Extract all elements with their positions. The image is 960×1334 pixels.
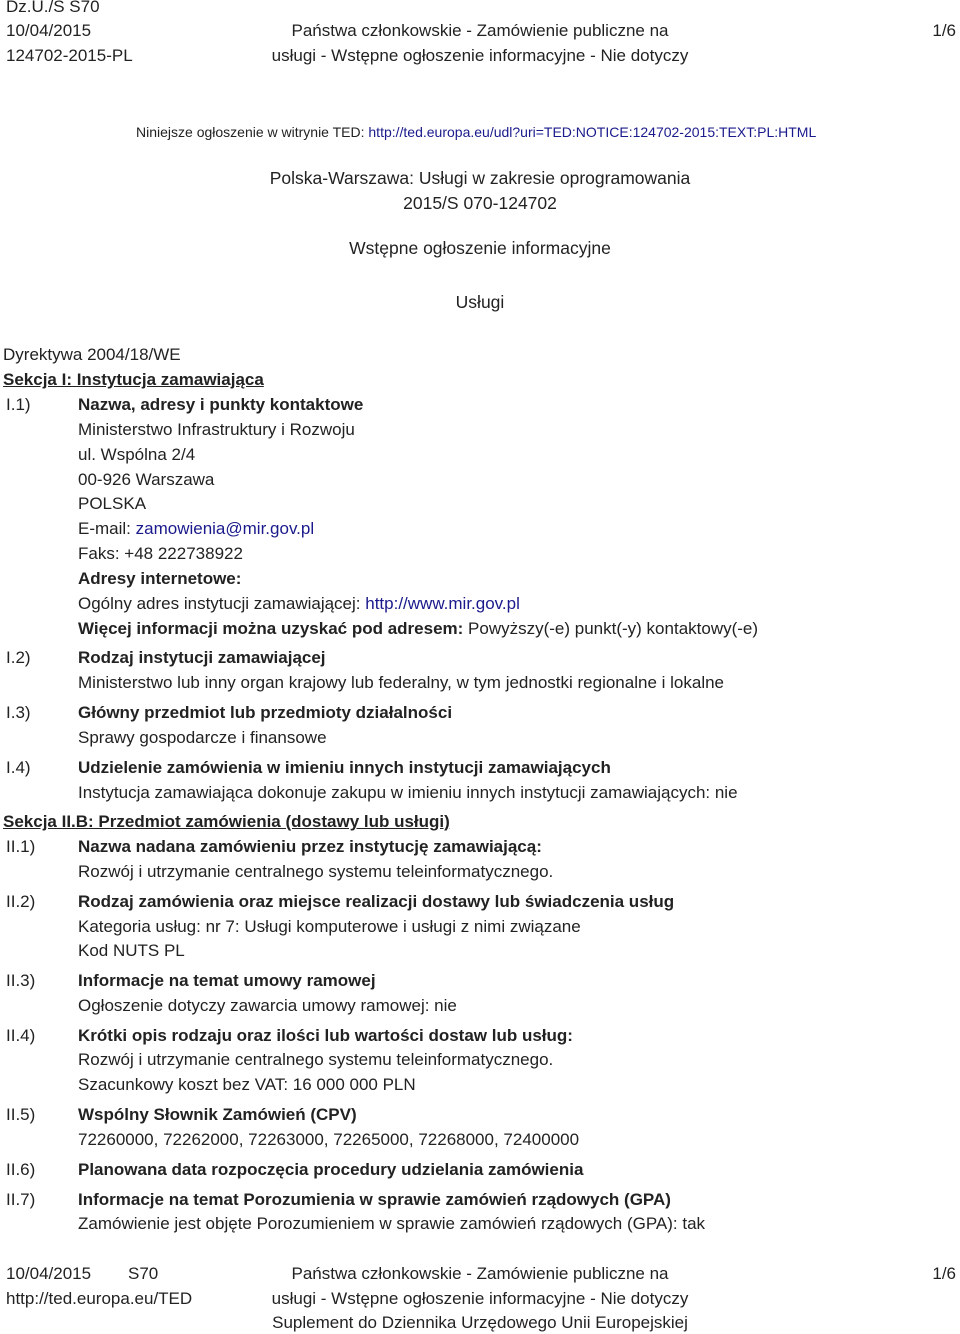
item-value: Szacunkowy koszt bez VAT: 16 000 000 PLN [78,1075,416,1094]
item-value: Instytucja zamawiająca dokonuje zakupu w imieniu innych instytucji zamawiających: nie [78,783,738,802]
section2-heading: Sekcja II.B: Przedmiot zamówienia (dostawy lub usługi) [3,812,450,831]
item-value: Rozwój i utrzymanie centralnego systemu teleinformatycznego. [78,1050,554,1069]
footer-url: http://ted.europa.eu/TED [6,1289,193,1308]
item-heading: Planowana data rozpoczęcia procedury udzielania zamówienia [78,1160,584,1179]
header-category-line1: Państwa członkowskie - Zamówienie publiczne na [291,21,669,40]
footer-category-line1: Państwa członkowskie - Zamówienie publiczne na [291,1264,669,1283]
city: 00-926 Warszawa [78,470,215,489]
item-heading: Rodzaj instytucji zamawiającej [78,648,326,667]
footer-date: 10/04/2015 [6,1264,92,1283]
country: POLSKA [78,494,147,513]
item-heading: Nazwa nadana zamówieniu przez instytucję zamawiającą: [78,837,542,856]
item-heading: Rodzaj zamówienia oraz miejsce realizacji dostawy lub świadczenia usług [78,892,675,911]
footer-category-line2: usługi - Wstępne ogłoszenie informacyjne - Nie dotyczy [271,1289,689,1308]
item-heading: Udzielenie zamówienia w imieniu innych instytucji zamawiających [78,758,611,777]
item-number: II.3) [6,971,36,990]
email-link[interactable]: zamowienia@mir.gov.pl [135,519,315,538]
notice-number: 2015/S 070-124702 [403,193,557,213]
item-heading: Informacje na temat umowy ramowej [78,971,376,990]
item-value: Rozwój i utrzymanie centralnego systemu teleinformatycznego. [78,862,554,881]
footer-page-number: 1/6 [932,1264,956,1283]
item-heading: Informacje na temat Porozumienia w sprawie zamówień rządowych (GPA) [78,1190,671,1209]
organisation-name: Ministerstwo Infrastruktury i Rozwoju [78,420,355,439]
item-value: Ogłoszenie dotyczy zawarcia umowy ramowej: nie [78,996,457,1015]
internet-addresses-heading: Adresy internetowe: [78,569,242,588]
item-value: Kod NUTS PL [78,941,185,960]
item-number: I.4) [6,758,31,777]
item-value: 72260000, 72262000, 72263000, 72265000, 72268000, 72400000 [78,1130,580,1149]
email-line [78,519,314,539]
item-number: II.7) [6,1190,36,1209]
more-info-label: Więcej informacji można uzyskać pod adresem: [78,619,469,638]
header-page-number: 1/6 [932,21,956,40]
notice-title: Polska-Warszawa: Usługi w zakresie oprogramowania [269,168,691,188]
ted-site-notice [136,122,816,142]
item-heading: Wspólny Słownik Zamówień (CPV) [78,1105,357,1124]
item-heading: Nazwa, adresy i punkty kontaktowe [78,395,364,414]
item-value: Kategoria usług: nr 7: Usługi komputerowe i usługi z nimi związane [78,917,581,936]
item-number: II.4) [6,1026,36,1045]
item-heading: Główny przedmiot lub przedmioty działalności [78,703,453,722]
header-date: 10/04/2015 [6,21,92,40]
item-value: Ministerstwo lub inny organ krajowy lub federalny, w tym jednostki regionalne i lokalne [78,673,724,692]
item-number: II.5) [6,1105,36,1124]
item-value: Sprawy gospodarcze i finansowe [78,728,327,747]
directive: Dyrektywa 2004/18/WE [3,345,181,364]
item-number: II.1) [6,837,36,856]
general-address-label: Ogólny adres instytucji zamawiającej: [78,594,366,613]
footer-edition: S70 [128,1264,159,1283]
header-category-line2: usługi - Wstępne ogłoszenie informacyjne - Nie dotyczy [271,46,689,65]
item-number: I.1) [6,395,31,414]
fax: Faks: +48 222738922 [78,544,243,563]
item-heading: Krótki opis rodzaju oraz ilości lub wartości dostaw lub usług: [78,1026,573,1045]
doc-reference: Dz.U./S S70 [6,0,100,16]
more-info-line [78,619,758,639]
item-number: I.3) [6,703,31,722]
general-address-link[interactable]: http://www.mir.gov.pl [365,594,520,613]
item-number: I.2) [6,648,31,667]
more-info-value: Powyższy(-e) punkt(-y) kontaktowy(-e) [468,619,759,638]
item-number: II.6) [6,1160,36,1179]
general-address-line [78,594,520,614]
ted-site-notice-prefix: Niniejsze ogłoszenie w witrynie TED: [136,124,369,140]
header-notice-id: 124702-2015-PL [6,46,133,65]
ted-notice-link[interactable]: http://ted.europa.eu/udl?uri=TED:NOTICE:124702-2015:TEXT:PL:HTML [368,124,817,140]
contract-type: Usługi [455,292,505,312]
item-number: II.2) [6,892,36,911]
email-label: E-mail: [78,519,136,538]
item-value: Zamówienie jest objęte Porozumieniem w sprawie zamówień rządowych (GPA): tak [78,1214,706,1233]
street-address: ul. Wspólna 2/4 [78,445,196,464]
footer-supplement: Suplement do Dziennika Urzędowego Unii Europejskiej [272,1313,688,1332]
notice-type: Wstępne ogłoszenie informacyjne [349,238,611,258]
section1-heading: Sekcja I: Instytucja zamawiająca [3,370,264,389]
